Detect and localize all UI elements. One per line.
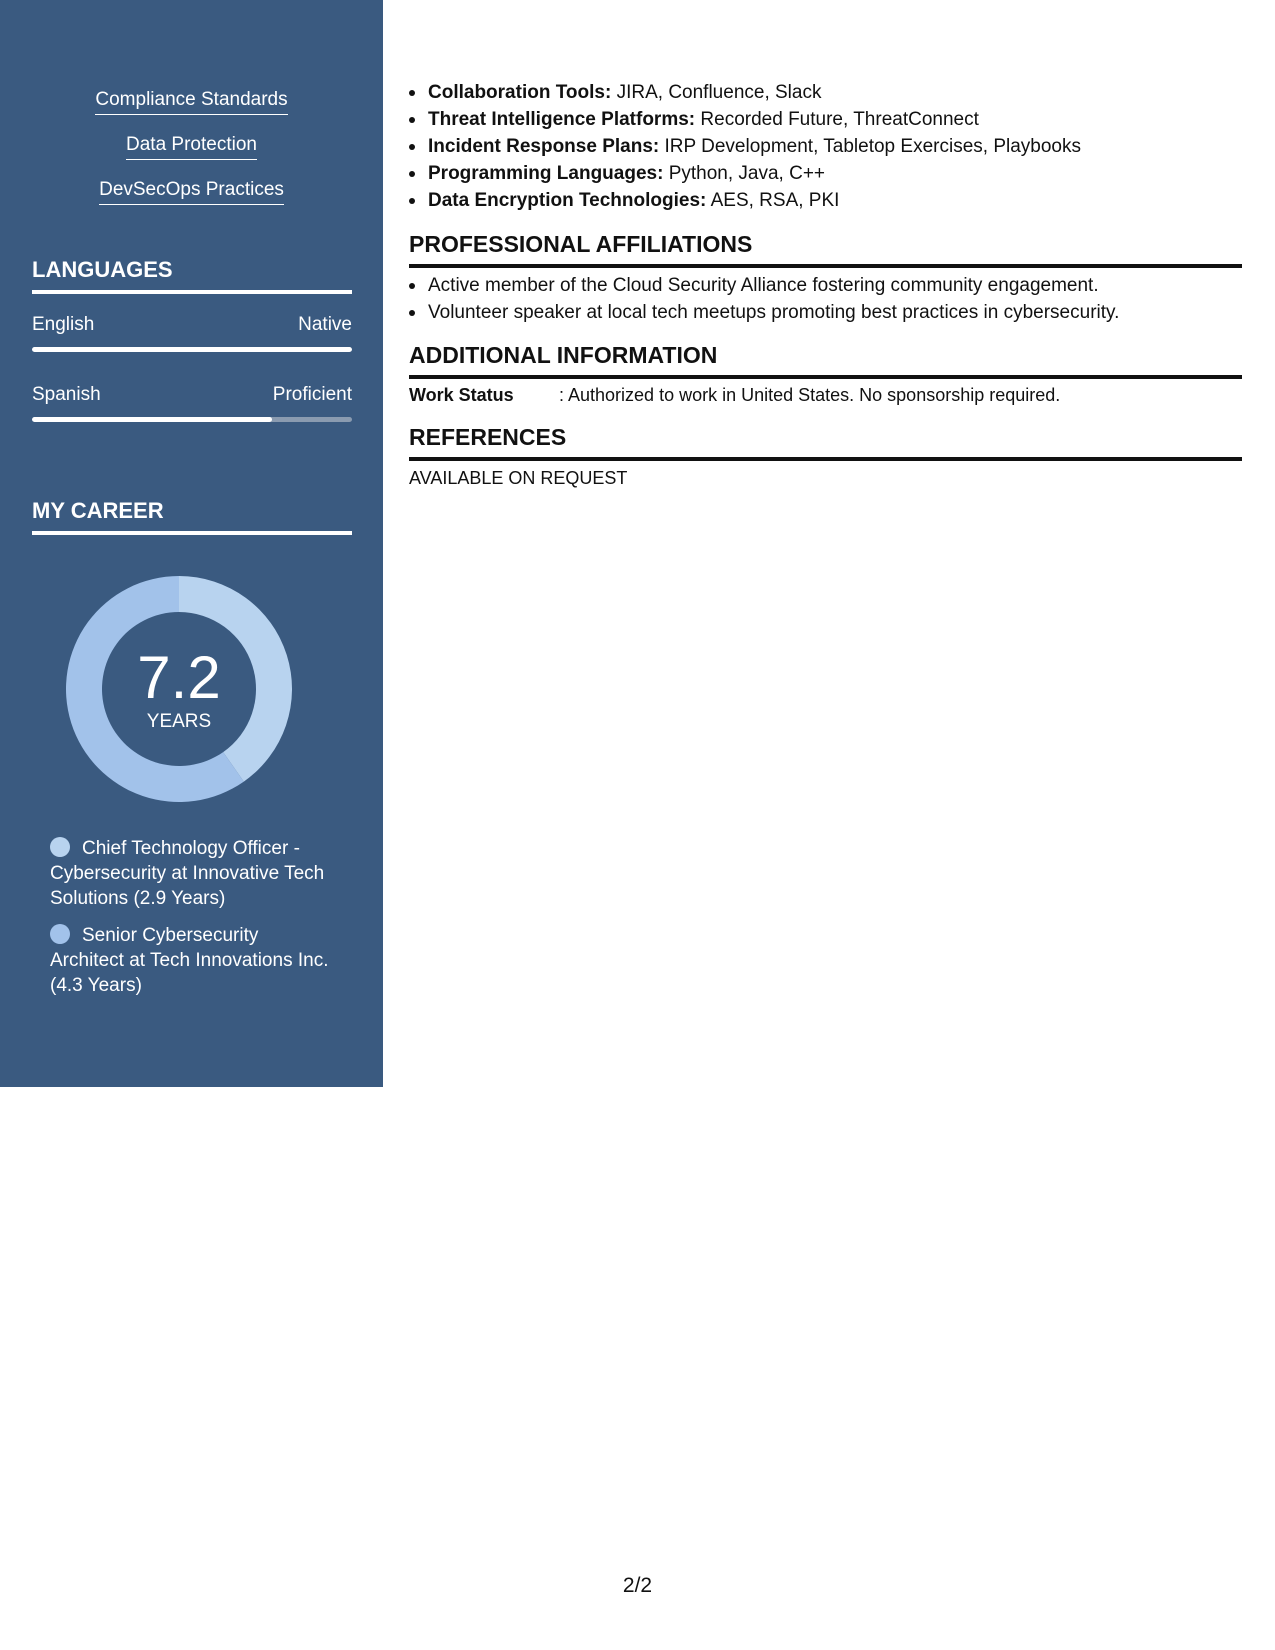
skill-category-label: Collaboration Tools: — [428, 82, 612, 103]
skill-link-compliance-standards[interactable]: Compliance Standards — [0, 88, 383, 115]
skill-link-data-protection[interactable]: Data Protection — [0, 133, 383, 160]
career-item-text: Chief Technology Officer - Cybersecurity at Innovative Tech Solutions (2.9 Years) — [50, 838, 325, 909]
references-heading: REFERENCES — [409, 423, 1242, 461]
career-item — [50, 836, 330, 911]
language-proficiency-bar — [32, 417, 352, 422]
list-item — [409, 106, 1242, 133]
skill-category-label: Data Encryption Technologies: — [428, 190, 707, 211]
list-item — [409, 133, 1242, 160]
skill-category-value: Python, Java, C++ — [668, 163, 826, 184]
list-item: Volunteer speaker at local tech meetups promoting best practices in cybersecurity. — [409, 299, 1242, 326]
language-level: Native — [298, 314, 352, 335]
additional-info-heading: ADDITIONAL INFORMATION — [409, 341, 1242, 379]
list-item — [409, 79, 1242, 106]
skill-category-value: Recorded Future, ThreatConnect — [700, 109, 979, 130]
career-legend-dot — [50, 837, 70, 857]
skills-list — [409, 79, 1242, 214]
language-name: Spanish — [32, 384, 101, 405]
career-item — [50, 923, 330, 998]
language-proficiency-bar — [32, 347, 352, 352]
list-item — [409, 160, 1242, 187]
language-row — [32, 383, 352, 431]
skill-category-value: IRP Development, Tabletop Exercises, Playbooks — [664, 136, 1081, 157]
page-number: 2/2 — [622, 1574, 653, 1597]
donut-center — [66, 576, 292, 802]
skill-link-devsecops-practices[interactable]: DevSecOps Practices — [0, 178, 383, 205]
career-legend-dot — [50, 924, 70, 944]
affiliations-list — [409, 272, 1242, 326]
language-row — [32, 313, 352, 361]
skill-category-label: Threat Intelligence Platforms: — [428, 109, 696, 130]
sidebar — [0, 0, 383, 1087]
career-total-value: 7.2 — [137, 644, 221, 711]
language-proficiency-fill — [32, 417, 272, 422]
work-status-value: : Authorized to work in United States. No sponsorship required. — [559, 385, 1061, 405]
career-total-unit: YEARS — [146, 711, 212, 732]
career-donut-chart — [66, 576, 292, 802]
references-text: AVAILABLE ON REQUEST — [409, 468, 628, 488]
skill-category-value: AES, RSA, PKI — [710, 190, 840, 211]
affiliations-heading: PROFESSIONAL AFFILIATIONS — [409, 230, 1242, 268]
list-item — [409, 187, 1242, 214]
languages-heading: LANGUAGES — [32, 256, 352, 294]
career-heading: MY CAREER — [32, 497, 352, 535]
list-item: Active member of the Cloud Security Alliance fostering community engagement. — [409, 272, 1242, 299]
career-item-text: Senior Cybersecurity Architect at Tech Innovations Inc. (4.3 Years) — [50, 925, 329, 996]
language-level: Proficient — [272, 384, 352, 405]
skill-category-label: Programming Languages: — [428, 163, 664, 184]
skill-category-value: JIRA, Confluence, Slack — [616, 82, 822, 103]
skill-category-label: Incident Response Plans: — [428, 136, 660, 157]
language-name: English — [32, 314, 95, 335]
work-status-label: Work Status — [409, 385, 514, 405]
language-proficiency-fill — [32, 347, 352, 352]
